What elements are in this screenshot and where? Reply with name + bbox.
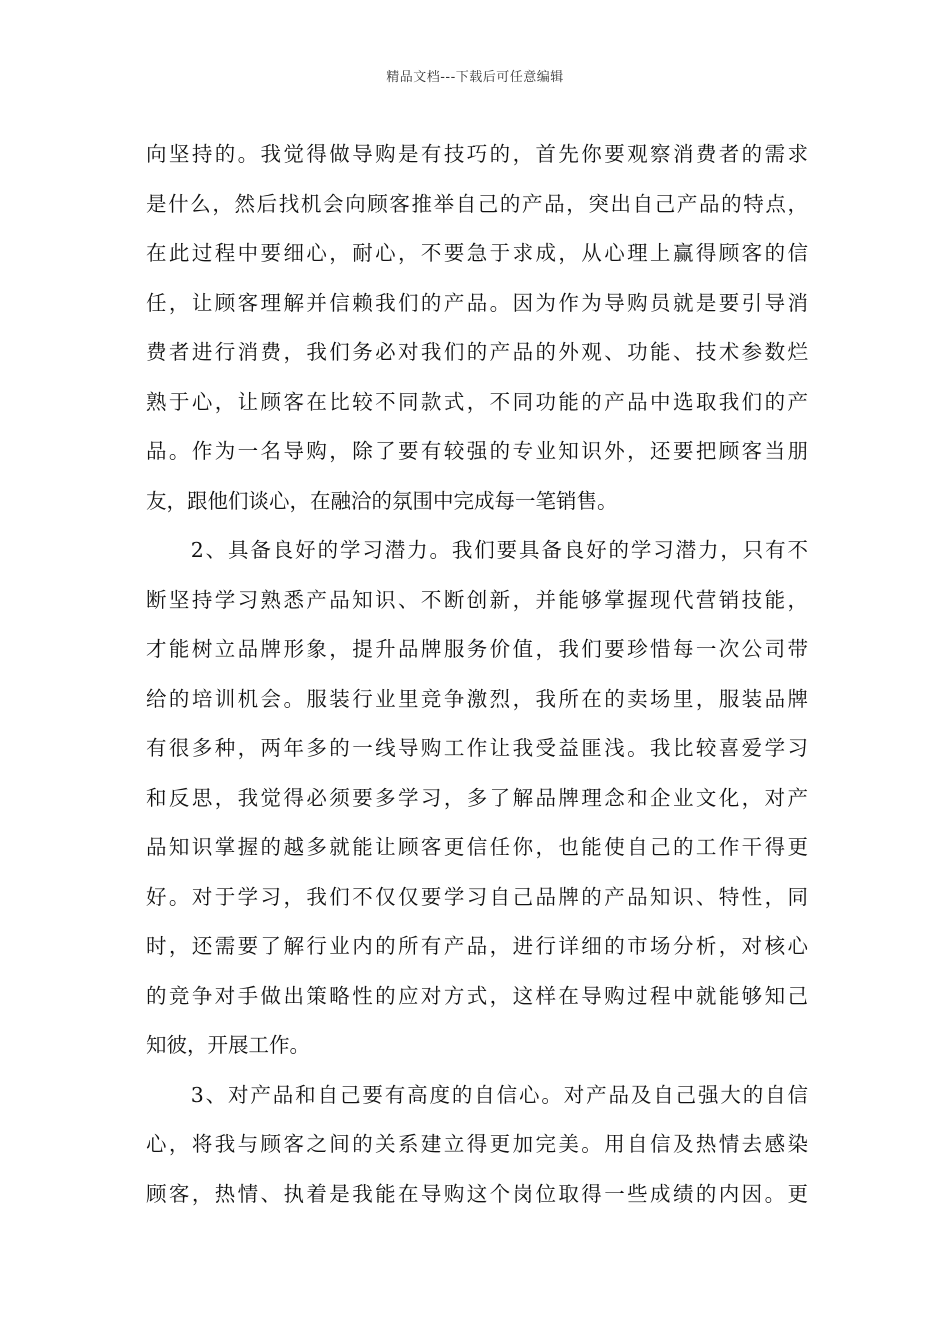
- text-line: 3、对产品和自己要有高度的自信心。对产品及自己强大的自信: [146, 1082, 808, 1107]
- text-line: 的竞争对手做出策略性的应对方式，这样在导购过程中就能够知己: [146, 983, 808, 1008]
- text-line: 顾客，热情、执着是我能在导购这个岗位取得一些成绩的内因。更: [146, 1181, 808, 1206]
- text-line: 心，将我与顾客之间的关系建立得更加完美。用自信及热情去感染: [146, 1132, 808, 1156]
- text-line: 是什么，然后找机会向顾客推举自己的产品，突出自己产品的特点，: [146, 191, 808, 216]
- text-line: 品知识掌握的越多就能让顾客更信任你，也能使自己的工作干得更: [146, 835, 808, 859]
- text-line: 熟于心，让顾客在比较不同款式，不同功能的产品中选取我们的产: [146, 389, 808, 414]
- page-header: 精品文档---下载后可任意编辑: [386, 70, 564, 85]
- text-line: 在此过程中要细心，耐心，不要急于求成，从心理上赢得顾客的信: [146, 241, 808, 265]
- text-line: 2、具备良好的学习潜力。我们要具备良好的学习潜力，只有不: [146, 538, 808, 562]
- document-body: [146, 130, 808, 1219]
- text-line: 时，还需要了解行业内的所有产品，进行详细的市场分析，对核心: [146, 934, 808, 958]
- text-line: 好。对于学习，我们不仅仅要学习自己品牌的产品知识、特性，同: [146, 884, 808, 909]
- text-line: 费者进行消费，我们务必对我们的产品的外观、功能、技术参数烂: [146, 340, 808, 364]
- text-line: 知彼，开展工作。: [146, 1033, 310, 1057]
- text-line: 品。作为一名导购，除了要有较强的专业知识外，还要把顾客当朋: [146, 439, 808, 463]
- text-line: 有很多种，两年多的一线导购工作让我受益匪浅。我比较喜爱学习: [146, 736, 808, 760]
- text-line: 向坚持的。我觉得做导购是有技巧的，首先你要观察消费者的需求: [146, 142, 808, 166]
- text-line: 断坚持学习熟悉产品知识、不断创新，并能够掌握现代营销技能，: [146, 587, 808, 612]
- text-line: 和反思，我觉得必须要多学习，多了解品牌理念和企业文化，对产: [146, 785, 808, 810]
- text-line: 给的培训机会。服装行业里竞争激烈，我所在的卖场里，服装品牌: [146, 686, 808, 711]
- text-line: 才能树立品牌形象，提升品牌服务价值，我们要珍惜每一次公司带: [146, 637, 808, 661]
- text-line: 友，跟他们谈心，在融洽的氛围中完成每一笔销售。: [146, 488, 618, 513]
- text-line: 任，让顾客理解并信赖我们的产品。因为作为导购员就是要引导消: [146, 290, 808, 315]
